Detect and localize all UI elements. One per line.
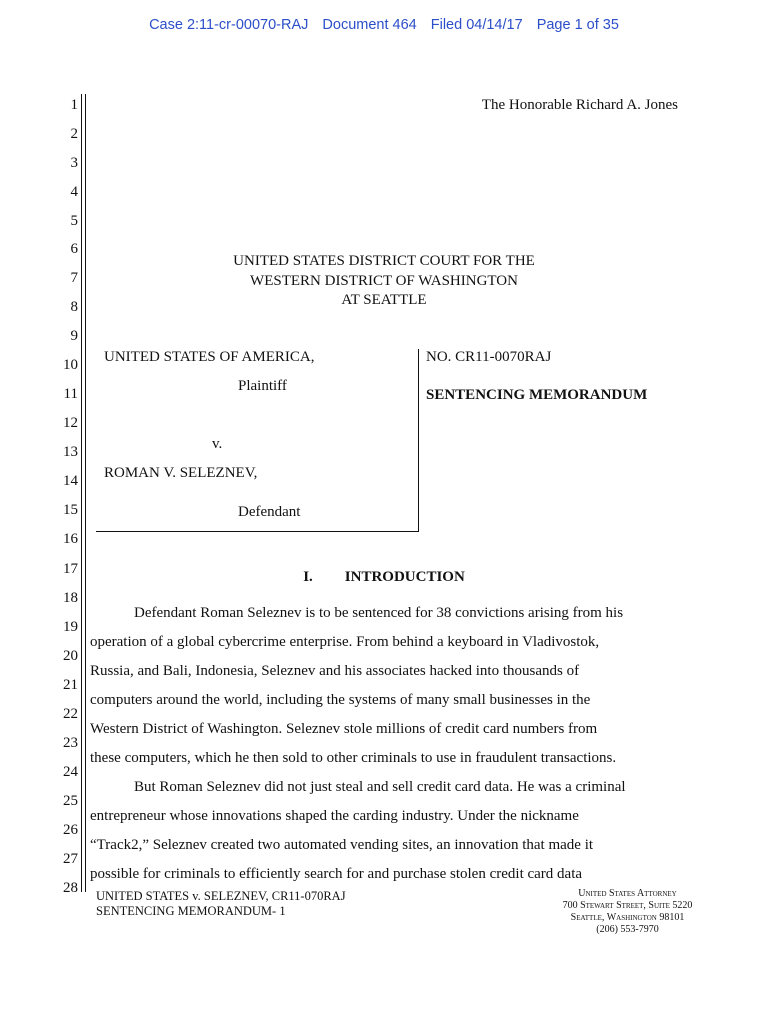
line-number: 13 xyxy=(63,444,78,460)
line-number: 19 xyxy=(63,619,78,635)
section-heading xyxy=(0,569,768,586)
versus-label: v. xyxy=(212,436,223,452)
line-number: 3 xyxy=(70,155,78,171)
body-text-line: “Track2,” Seleznev created two automated vending sites, an innovation that made it xyxy=(90,837,594,853)
margin-rule-right xyxy=(85,94,86,892)
case-number-header: Case 2:11-cr-00070-RAJ xyxy=(149,17,309,33)
footer-document-line: SENTENCING MEMORANDUM- 1 xyxy=(96,903,286,918)
line-number: 23 xyxy=(63,735,78,751)
footer-caption xyxy=(96,889,346,918)
body-text-line: Western District of Washington. Seleznev stole millions of credit card numbers from xyxy=(90,721,598,737)
line-number: 5 xyxy=(70,213,78,229)
section-title: INTRODUCTION xyxy=(344,569,465,585)
line-number: 15 xyxy=(63,502,78,518)
court-heading xyxy=(0,252,768,311)
footer-case-line: UNITED STATES v. SELEZNEV, CR11-070RAJ xyxy=(96,889,346,903)
section-number: I. xyxy=(303,569,313,585)
court-heading-line: AT SEATTLE xyxy=(341,292,427,308)
plaintiff-role: Plaintiff xyxy=(238,378,287,394)
footer-street: 700 Stewart Street, Suite 5220 xyxy=(562,900,693,911)
body-text-line: entrepreneur whose innovations shaped the carding industry. Under the nickname xyxy=(90,808,579,824)
body-text-line: these computers, which he then sold to other criminals to use in fraudulent transactions. xyxy=(90,750,617,766)
document-number-header: Document 464 xyxy=(322,17,417,33)
margin-rule-left xyxy=(81,94,82,892)
line-number: 6 xyxy=(70,241,78,257)
plaintiff-name: UNITED STATES OF AMERICA, xyxy=(104,349,315,365)
line-number: 14 xyxy=(63,473,78,489)
body-text-line: But Roman Seleznev did not just steal and sell credit card data. He was a criminal xyxy=(134,779,626,795)
filing-header xyxy=(0,17,768,33)
defendant-name: ROMAN V. SELEZNEV, xyxy=(104,465,258,481)
page-count-header: Page 1 of 35 xyxy=(536,17,619,33)
judge-name: The Honorable Richard A. Jones xyxy=(481,97,678,113)
line-number: 17 xyxy=(63,561,78,577)
line-number: 8 xyxy=(70,299,78,315)
line-number: 7 xyxy=(70,270,78,286)
line-number: 28 xyxy=(63,880,78,896)
footer-phone: (206) 553-7970 xyxy=(596,924,659,935)
line-number: 4 xyxy=(70,184,78,200)
line-number: 11 xyxy=(63,386,78,402)
line-number: 16 xyxy=(63,531,78,547)
line-number: 1 xyxy=(70,97,78,113)
footer-office: United States Attorney xyxy=(578,888,677,899)
caption-divider-horizontal xyxy=(96,531,419,532)
footer-attorney-address xyxy=(525,888,730,936)
body-text-line: computers around the world, including the systems of many small businesses in the xyxy=(90,692,591,708)
line-number: 24 xyxy=(63,764,78,780)
line-number: 10 xyxy=(63,357,78,373)
court-heading-line: WESTERN DISTRICT OF WASHINGTON xyxy=(250,272,518,289)
line-number: 20 xyxy=(63,648,78,664)
line-number: 18 xyxy=(63,590,78,606)
line-number: 22 xyxy=(63,706,78,722)
line-number: 26 xyxy=(63,822,78,838)
case-number: NO. CR11-0070RAJ xyxy=(426,349,552,365)
body-text-line: possible for criminals to efficiently search for and purchase stolen credit card data xyxy=(90,866,583,882)
line-number: 25 xyxy=(63,793,78,809)
line-number: 27 xyxy=(63,851,78,867)
body-text-line: Defendant Roman Seleznev is to be sentenced for 38 convictions arising from his xyxy=(134,605,624,621)
line-number: 2 xyxy=(70,126,78,142)
caption-divider-vertical xyxy=(418,349,419,532)
line-number: 21 xyxy=(63,677,78,693)
line-number: 9 xyxy=(70,328,78,344)
body-text-line: Russia, and Bali, Indonesia, Seleznev and his associates hacked into thousands of xyxy=(90,663,580,679)
line-number: 12 xyxy=(63,415,78,431)
filed-date-header: Filed 04/14/17 xyxy=(430,17,523,33)
footer-city: Seattle, Washington 98101 xyxy=(570,912,685,923)
court-heading-line: UNITED STATES DISTRICT COURT FOR THE xyxy=(233,253,535,269)
body-text-line: operation of a global cybercrime enterprise. From behind a keyboard in Vladivostok, xyxy=(90,634,600,650)
document-title: SENTENCING MEMORANDUM xyxy=(426,387,648,403)
defendant-role: Defendant xyxy=(238,504,301,520)
